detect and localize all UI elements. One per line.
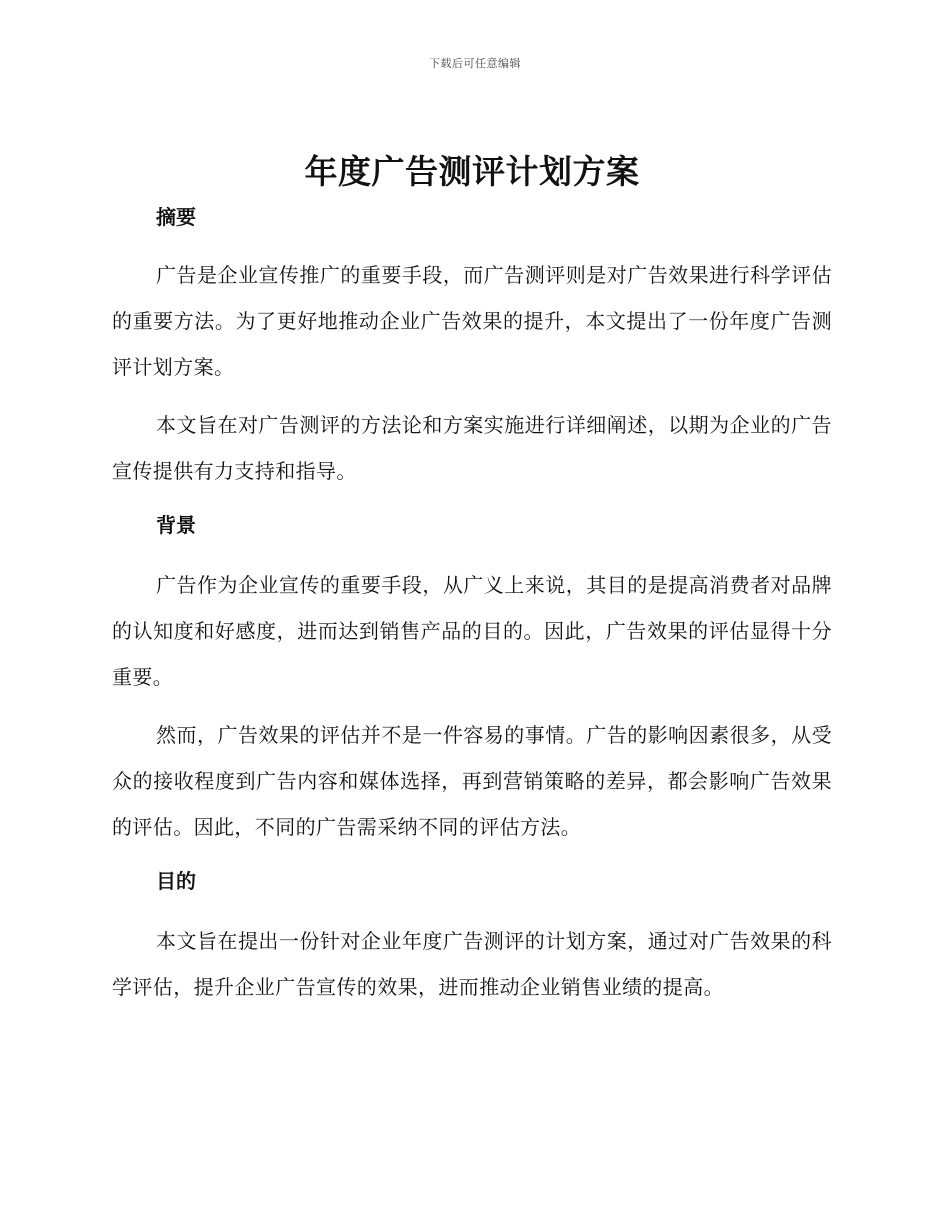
abstract-paragraph-2: 本文旨在对广告测评的方法论和方案实施进行详细阐述，以期为企业的广告宣传提供有力支持和指导。 <box>112 413 832 483</box>
background-paragraph-1: 广告作为企业宣传的重要手段，从广义上来说，其目的是提高消费者对品牌的认知度和好感度，进而达到销售产品的目的。因此，广告效果的评估显得十分重要。 <box>112 573 832 689</box>
document-body <box>112 150 832 1022</box>
section-heading-purpose: 目的 <box>156 869 196 893</box>
document-title: 年度广告测评计划方案 <box>304 152 640 191</box>
section-heading-background: 背景 <box>156 513 196 537</box>
purpose-paragraph-1: 本文旨在提出一份针对企业年度广告测评的计划方案，通过对广告效果的科学评估，提升企业广告宣传的效果，进而推动企业销售业绩的提高。 <box>112 929 832 999</box>
section-heading-abstract: 摘要 <box>156 205 196 229</box>
background-paragraph-2: 然而，广告效果的评估并不是一件容易的事情。广告的影响因素很多，从受众的接收程度到广告内容和媒体选择，再到营销策略的差异，都会影响广告效果的评估。因此，不同的广告需采纳不同的评估方法。 <box>112 723 832 839</box>
section-purpose <box>112 866 832 1010</box>
abstract-paragraph-1: 广告是企业宣传推广的重要手段，而广告测评则是对广告效果进行科学评估的重要方法。为了更好地推动企业广告效果的提升，本文提出了一份年度广告测评计划方案。 <box>112 263 832 379</box>
section-background <box>112 510 832 850</box>
section-abstract <box>112 202 832 494</box>
page-header: 下载后可任意编辑 <box>429 57 521 70</box>
